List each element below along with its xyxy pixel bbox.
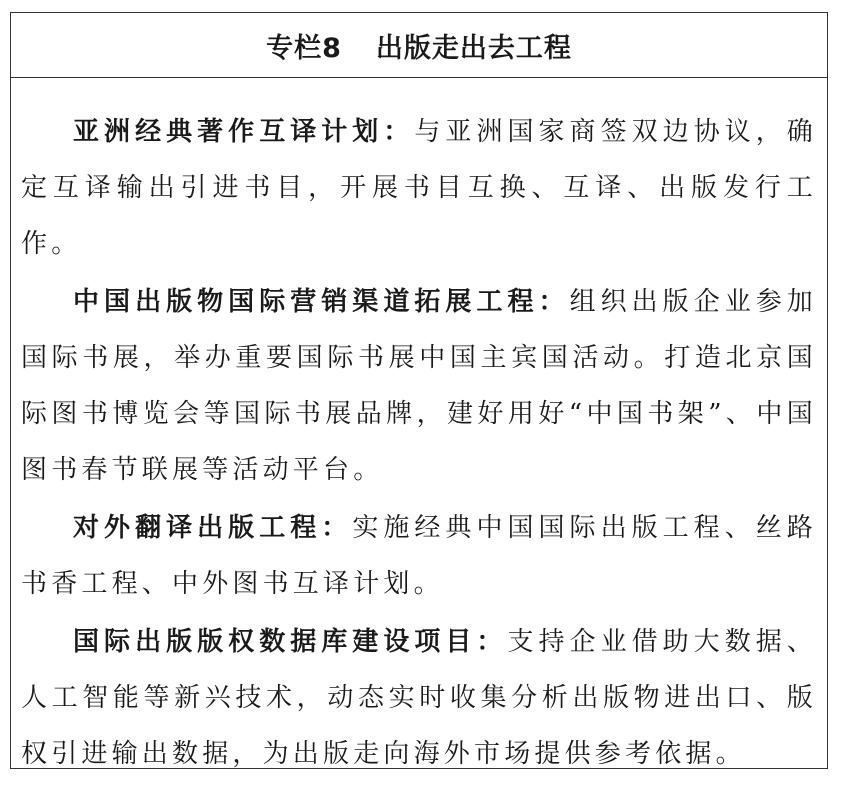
item-paragraph bbox=[21, 500, 817, 612]
item-paragraph bbox=[21, 274, 817, 498]
item-term: 国际出版版权数据库建设项目： bbox=[73, 627, 508, 657]
column-label: 专栏8 bbox=[266, 32, 342, 64]
column-box bbox=[10, 12, 828, 769]
item-text: 支持企业借助大数据、人工智能等新兴技术，动态实时收集分析出版物进出口、版权引进输出数据，为出版走向海外市场提供参考依据。 bbox=[21, 627, 817, 769]
item-term: 对外翻译出版工程： bbox=[73, 513, 353, 543]
item-term: 亚洲经典著作互译计划： bbox=[73, 117, 415, 147]
item-paragraph bbox=[21, 614, 817, 782]
column-body bbox=[11, 78, 827, 782]
item-paragraph bbox=[21, 104, 817, 272]
column-header bbox=[11, 13, 827, 78]
item-text: 组织出版企业参加国际书展，举办重要国际书展中国主宾国活动。打造北京国际图书博览会等国际书展品牌，建好用好“中国书架”、中国图书春节联展等活动平台。 bbox=[21, 287, 818, 485]
item-term: 中国出版物国际营销渠道拓展工程： bbox=[73, 287, 570, 317]
column-title: 出版走出去工程 bbox=[375, 32, 572, 64]
item-text: 与亚洲国家商签双边协议，确定互译输出引进书目，开展书目互换、互译、出版发行工作。 bbox=[21, 117, 818, 259]
item-text: 实施经典中国国际出版工程、丝路书香工程、中外图书互译计划。 bbox=[21, 513, 817, 599]
